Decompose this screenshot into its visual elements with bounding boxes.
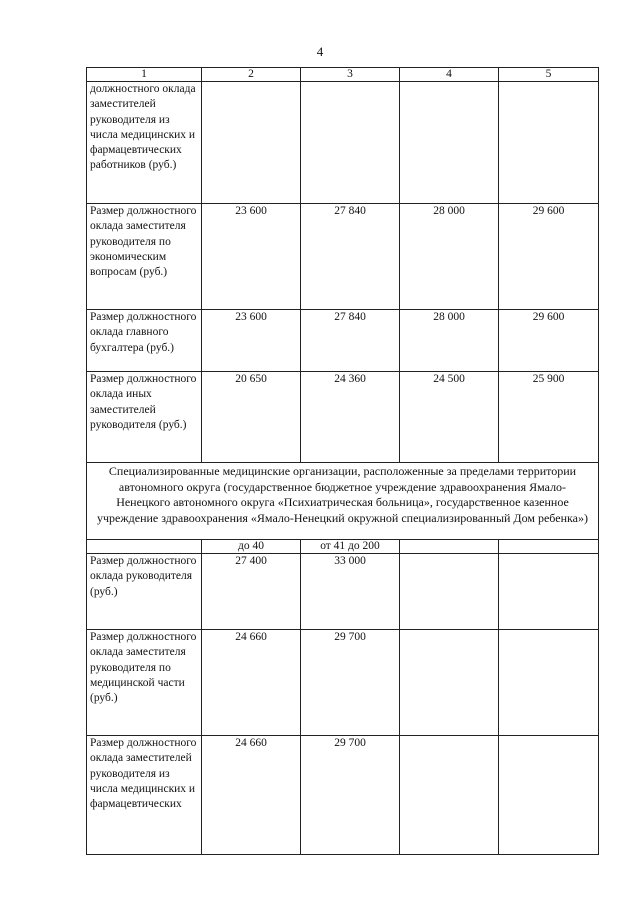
- value-cell: [400, 630, 499, 736]
- header-cell: 3: [301, 68, 400, 82]
- page-number: 4: [316, 44, 324, 59]
- row-label: должностного оклада заместителей руководителя из числа медицинских и фармацевтических работников (руб.): [87, 82, 202, 204]
- value-cell: 23 600: [202, 204, 301, 310]
- table-row: [87, 82, 599, 204]
- header-cell: 1: [87, 68, 202, 82]
- value-cell: [499, 630, 599, 736]
- row-label: Размер должностного оклада руководителя (руб.): [87, 554, 202, 630]
- row-label: Размер должностного оклада заместителя руководителя по экономическим вопросам (руб.): [87, 204, 202, 310]
- row-label: Размер должностного оклада главного бухгалтера (руб.): [87, 310, 202, 372]
- value-cell: 23 600: [202, 310, 301, 372]
- table-row: [87, 204, 599, 310]
- section-row: [87, 463, 599, 540]
- row-label: Размер должностного оклада иных заместителей руководителя (руб.): [87, 372, 202, 463]
- header-cell: 2: [202, 68, 301, 82]
- row-label: Размер должностного оклада заместителя руководителя по медицинской части (руб.): [87, 630, 202, 736]
- value-cell: [202, 82, 301, 204]
- column-number-header: [87, 68, 599, 82]
- value-cell: 24 360: [301, 372, 400, 463]
- section-title: Специализированные медицинские организации, расположенные за пределами территории автономного округа (государственное бюджетное учреждение здравоохранения Ямало-Ненецкого автономного округа «Психиатрическая больница», государственное казенное учреждение здравоохранения «Ямало-Ненецкий окружной специализированный Дом ребенка»): [87, 463, 599, 540]
- value-cell: [400, 554, 499, 630]
- value-cell: 24 500: [400, 372, 499, 463]
- subheader-cell: [499, 540, 599, 554]
- value-cell: [301, 82, 400, 204]
- bed-count-subheader: [87, 540, 599, 554]
- table-row: [87, 310, 599, 372]
- value-cell: 27 400: [202, 554, 301, 630]
- value-cell: [499, 82, 599, 204]
- table-row: [87, 372, 599, 463]
- table-row: [87, 630, 599, 736]
- value-cell: 27 840: [301, 204, 400, 310]
- value-cell: 29 700: [301, 736, 400, 855]
- table-row: [87, 554, 599, 630]
- table-row: [87, 736, 599, 855]
- value-cell: 33 000: [301, 554, 400, 630]
- subheader-cell: от 41 до 200: [301, 540, 400, 554]
- value-cell: 24 660: [202, 630, 301, 736]
- value-cell: 27 840: [301, 310, 400, 372]
- value-cell: 28 000: [400, 204, 499, 310]
- value-cell: 24 660: [202, 736, 301, 855]
- value-cell: [499, 554, 599, 630]
- salary-table: [86, 67, 599, 855]
- value-cell: [499, 736, 599, 855]
- subheader-cell: [87, 540, 202, 554]
- subheader-cell: до 40: [202, 540, 301, 554]
- value-cell: 29 700: [301, 630, 400, 736]
- value-cell: [400, 736, 499, 855]
- header-cell: 4: [400, 68, 499, 82]
- row-label: Размер должностного оклада заместителей руководителя из числа медицинских и фармацевтических: [87, 736, 202, 855]
- subheader-cell: [400, 540, 499, 554]
- header-cell: 5: [499, 68, 599, 82]
- value-cell: 29 600: [499, 204, 599, 310]
- value-cell: 20 650: [202, 372, 301, 463]
- value-cell: 28 000: [400, 310, 499, 372]
- value-cell: 29 600: [499, 310, 599, 372]
- value-cell: [400, 82, 499, 204]
- value-cell: 25 900: [499, 372, 599, 463]
